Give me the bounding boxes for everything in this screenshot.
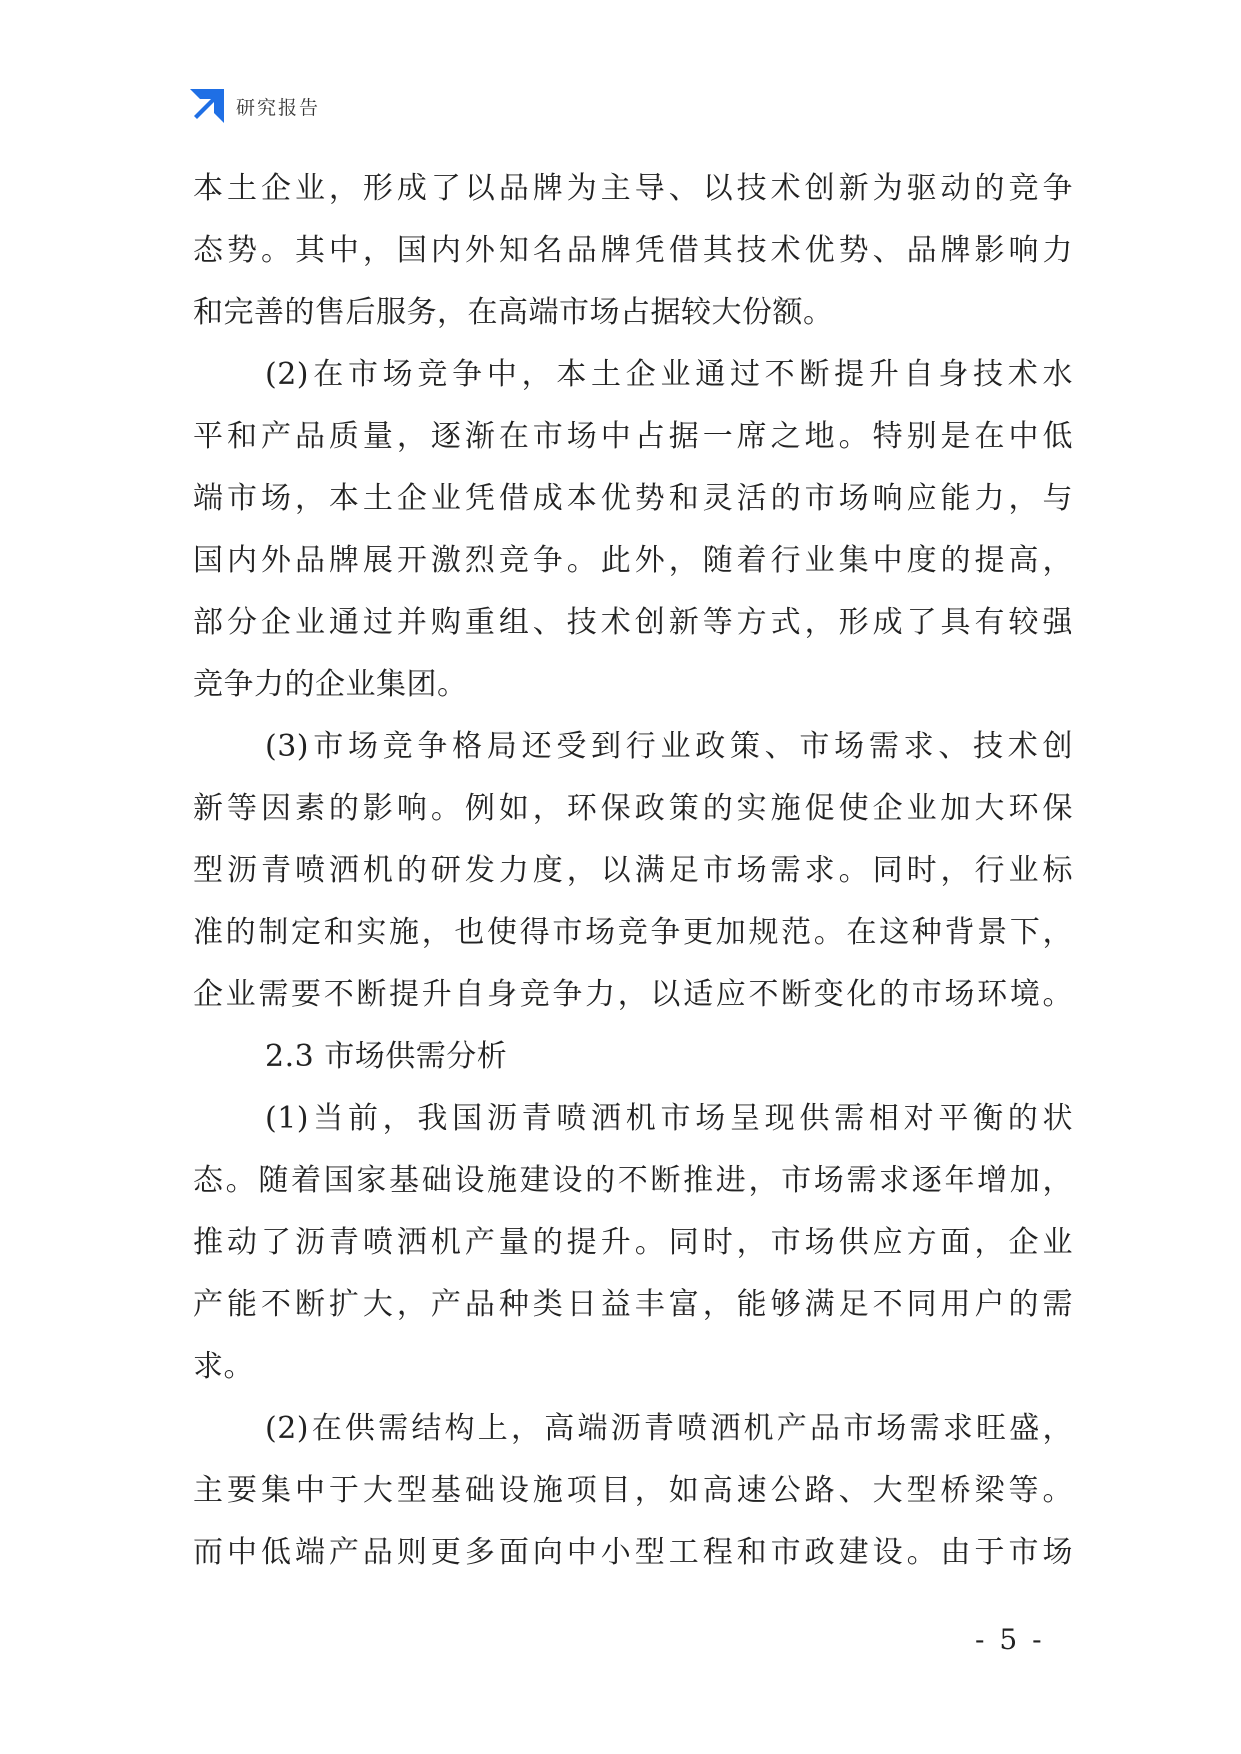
text-line: 平和产品质量，逐渐在市场中占据一席之地。特别是在中低 (193, 419, 1073, 454)
page-number: - 5 - (975, 1623, 1045, 1656)
text-line: 求。 (193, 1349, 254, 1384)
text-line: 而中低端产品则更多面向中小型工程和市政建设。由于市场 (193, 1535, 1073, 1570)
text-line: 型沥青喷洒机的研发力度，以满足市场需求。同时，行业标 (193, 853, 1073, 888)
text-line: 国内外品牌展开激烈竞争。此外，随着行业集中度的提高， (193, 543, 1073, 578)
text-line: 部分企业通过并购重组、技术创新等方式，形成了具有较强 (193, 605, 1073, 640)
page-header (190, 88, 320, 124)
text-line: (2)在市场竞争中，本土企业通过不断提升自身技术水 (265, 357, 1073, 392)
section-heading: 2.3 市场供需分析 (265, 1039, 508, 1074)
text-line: 本土企业，形成了以品牌为主导、以技术创新为驱动的竞争 (193, 171, 1073, 206)
text-line: (2)在供需结构上，高端沥青喷洒机产品市场需求旺盛， (265, 1411, 1073, 1446)
text-line: 端市场，本土企业凭借成本优势和灵活的市场响应能力，与 (193, 481, 1073, 516)
text-line: 产能不断扩大，产品种类日益丰富，能够满足不同用户的需 (193, 1287, 1073, 1322)
header-title: 研究报告 (236, 96, 321, 119)
text-line: (1)当前，我国沥青喷洒机市场呈现供需相对平衡的状 (265, 1101, 1073, 1136)
text-line: 新等因素的影响。例如，环保政策的实施促使企业加大环保 (193, 791, 1073, 826)
text-line: 态。随着国家基础设施建设的不断推进，市场需求逐年增加， (193, 1163, 1073, 1198)
text-line: (3)市场竞争格局还受到行业政策、市场需求、技术创 (265, 729, 1073, 764)
text-line: 和完善的售后服务，在高端市场占据较大份额。 (193, 295, 834, 330)
text-line: 推动了沥青喷洒机产量的提升。同时，市场供应方面，企业 (193, 1225, 1073, 1260)
text-line: 主要集中于大型基础设施项目，如高速公路、大型桥梁等。 (193, 1473, 1073, 1508)
arrow-up-right-icon (190, 89, 224, 123)
text-line: 态势。其中，国内外知名品牌凭借其技术优势、品牌影响力 (193, 233, 1073, 268)
document-body (193, 158, 1073, 1584)
text-line: 准的制定和实施，也使得市场竞争更加规范。在这种背景下， (193, 915, 1073, 950)
text-line: 竞争力的企业集团。 (193, 667, 468, 702)
text-line: 企业需要不断提升自身竞争力，以适应不断变化的市场环境。 (193, 977, 1073, 1012)
